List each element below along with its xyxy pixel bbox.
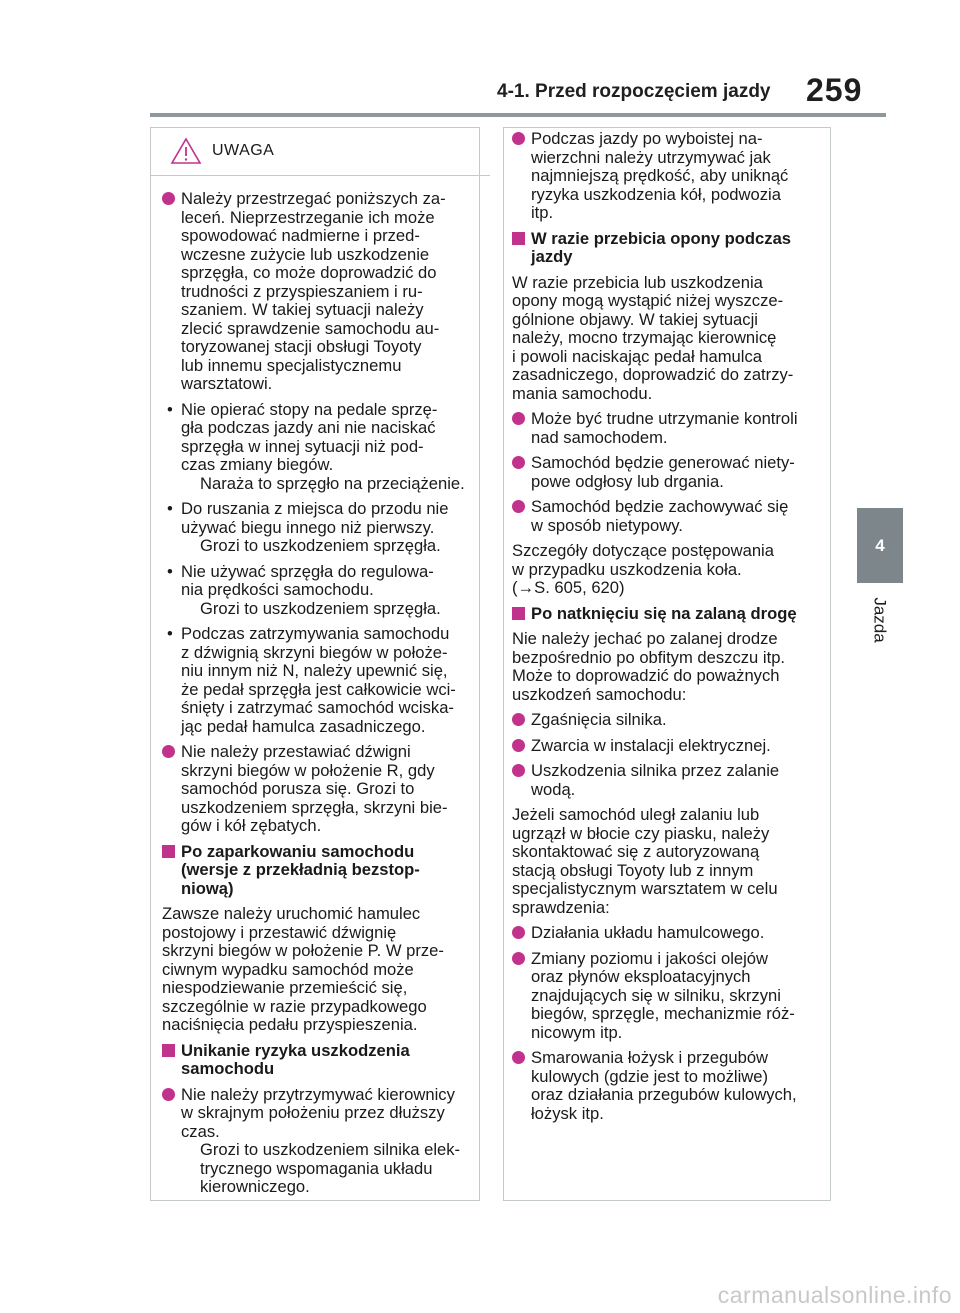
sub-bullet-icon: • (167, 399, 173, 419)
text-line: skontaktować się z autoryzowaną (512, 842, 760, 861)
square-bullet-icon (512, 232, 525, 245)
bullet-dot-icon (512, 739, 525, 752)
bullet-item (512, 410, 828, 447)
text-line: śnięty i zatrzymać samochód wciska- (181, 698, 454, 717)
text-line: Samochód będzie zachowywać się (531, 497, 789, 516)
text-line: jąc pedał hamulca zasadniczego. (181, 716, 426, 736)
bullet-item (162, 190, 478, 394)
text-line: oraz działania przegubów kulowych, (531, 1085, 797, 1104)
chapter-label-text: Jazda (871, 597, 890, 643)
text-line: skrzyni biegów w położenie P. W prze- (162, 941, 444, 960)
text-line: niespodziewanie przemieścić się, (162, 978, 408, 997)
text-line: wczesne zużycie lub uszkodzenie (181, 244, 430, 264)
text-line: kulowych (gdzie jest to możliwe) (531, 1066, 769, 1086)
sub-bullet-icon: • (167, 499, 173, 518)
text-line: że pedał sprzęgła jest całkowicie wci- (181, 679, 456, 699)
text-line: postojowy i przestawić dźwignię (162, 922, 397, 942)
chapter-number: 4 (875, 535, 885, 555)
text-line: nad samochodem. (531, 427, 668, 447)
bullet-dot-icon (512, 713, 525, 726)
text-line: kierowniczego. (200, 1177, 310, 1196)
section-title: 4-1. Przed rozpoczęciem jazdy (497, 81, 771, 102)
text-line: ugrzązł w błocie czy piasku, należy (512, 823, 770, 843)
text-line: Uszkodzenia silnika przez zalanie (531, 761, 780, 780)
text-line: gólnione objawy. W takiej sytuacji (512, 309, 758, 329)
flood-check-paragraph (512, 806, 828, 917)
text-line: należy, mocno trzymając kierownicę (512, 328, 777, 347)
bullet-item (512, 924, 828, 943)
text-line: sprzęgła, co może doprowadzić do (181, 263, 437, 282)
header-rule (150, 113, 886, 117)
warning-triangle-icon (170, 137, 202, 165)
bullet-dot-icon (162, 1088, 175, 1101)
text-line: naciśnięcia pedału przyspieszenia. (162, 1015, 418, 1034)
square-bullet-icon (162, 845, 175, 858)
bullet-item (512, 737, 828, 756)
text-line: Jeżeli samochód uległ zalaniu lub (512, 805, 760, 824)
text-line: używać biegu innego niż pierwszy. (181, 517, 435, 537)
text-line: toryzowanej stacji obsługi Toyoty (181, 337, 422, 356)
text-line: szaniem. W takiej sytuacji należy (181, 300, 424, 319)
text-line: uszkodzeń samochodu: (512, 684, 687, 704)
text-line: (wersje z przekładnią bezstop- (181, 860, 420, 879)
text-line: oraz płynów eksploatacyjnych (531, 967, 751, 986)
text-line: zlecić sprawdzenie samochodu au- (181, 318, 440, 338)
bullet-dot-icon (512, 952, 525, 965)
text-line: Grozi to uszkodzeniem silnika elek- (200, 1140, 461, 1159)
parking-paragraph (162, 905, 478, 1035)
text-line: Podczas jazdy po wyboistej na- (531, 129, 763, 148)
text-line: Naraża to sprzęgło na przeciążenie. (200, 473, 465, 493)
text-line: gów i kół zębatych. (181, 816, 322, 835)
text-line: czas zmiany biegów. (181, 455, 334, 474)
text-line: Może to doprowadzić do poważnych (512, 666, 780, 685)
sub-bullet-icon: • (167, 624, 173, 643)
text-line: w skrajnym położeniu przez dłuższy (181, 1103, 445, 1122)
text-line: sprzęgła w innej sytuacji niż pod- (181, 436, 424, 456)
text-line: Grozi to uszkodzeniem sprzęgła. (200, 536, 441, 555)
text-line: biegów, sprzęgle, mechanizmie róż- (531, 1004, 795, 1023)
text-line: nicowym itp. (531, 1022, 623, 1042)
sub-bullet-icon: • (167, 561, 173, 581)
text-line: bezpośrednio po obfitym deszczu itp. (512, 647, 786, 667)
text-line: i powoli naciskając pedał hamulca (512, 346, 762, 366)
text-line: spowodować nadmierne i przed- (181, 226, 420, 245)
text-line: Grozi to uszkodzeniem sprzęgła. (200, 598, 441, 618)
text-line: znajdujących się w silniku, skrzyni (531, 985, 781, 1005)
bullet-item (512, 950, 828, 1043)
subheading-flood (512, 605, 828, 624)
text-line: Po natknięciu się na zalaną drogę (531, 603, 797, 623)
text-line: lub innemu specjalistycznemu (181, 355, 402, 375)
caution-header (170, 138, 478, 164)
text-line: Działania układu hamulcowego. (531, 923, 765, 942)
text-line: Podczas zatrzymywania samochodu (181, 624, 450, 643)
bullet-item (512, 762, 828, 799)
sub-item (162, 625, 478, 736)
text-line: leceń. Nieprzestrzeganie ich może (181, 207, 435, 227)
text-line: Smarowania łożysk i przegubów (531, 1048, 769, 1067)
bullet-item (512, 498, 828, 535)
text-line: najmniejszą prędkość, aby uniknąć (531, 166, 789, 185)
text-line: Nie należy przestawiać dźwigni (181, 742, 411, 761)
text-line: Nie należy jechać po zalanej drodze (512, 629, 778, 648)
text-line: Unikanie ryzyka uszkodzenia (181, 1040, 410, 1060)
text-line: W razie przebicia lub uszkodzenia (512, 272, 763, 292)
bullet-item (512, 130, 828, 223)
text-line: jazdy (531, 247, 573, 266)
text-line: gła podczas jazdy ani nie naciskać (181, 418, 436, 437)
subheading-parking (162, 843, 478, 899)
text-line: łożysk itp. (531, 1103, 604, 1123)
text-line: niową) (181, 878, 234, 898)
left-column (162, 138, 478, 1204)
text-line: Zmiany poziomu i jakości olejów (531, 948, 769, 968)
text-line: warsztatowi. (181, 374, 273, 393)
flood-paragraph (512, 630, 828, 704)
text-line: szczególnie w razie przypadkowego (162, 996, 427, 1016)
tire-details-paragraph (512, 542, 828, 598)
text-line: w sposób nietypowy. (531, 515, 683, 535)
subheading-tire (512, 230, 828, 267)
text-line: z dźwignią skrzyni biegów w położe- (181, 642, 448, 662)
text-line: opony mogą wystąpić niżej wyszcze- (512, 291, 784, 310)
text-line: Zgaśnięcia silnika. (531, 710, 667, 729)
text-line: Nie należy przytrzymywać kierownicy (181, 1084, 455, 1104)
text-line: Zwarcia w instalacji elektrycznej. (531, 735, 771, 755)
sub-item (162, 563, 478, 619)
sub-item (162, 500, 478, 556)
text-line: samochód porusza się. Grozi to (181, 779, 415, 798)
bullet-dot-icon (512, 456, 525, 469)
caution-divider (150, 175, 490, 176)
text-line: niu innym niż N, należy upewnić się, (181, 661, 448, 680)
text-line: nia prędkości samochodu. (181, 580, 374, 599)
right-column (512, 130, 828, 1130)
text-line: Nie używać sprzęgła do regulowa- (181, 561, 434, 581)
square-bullet-icon (512, 607, 525, 620)
bullet-dot-icon (512, 412, 525, 425)
sub-item (162, 401, 478, 494)
text-line: wierzchni należy utrzymywać jak (531, 147, 771, 167)
text-line: specjalistycznym warsztatem w celu (512, 879, 778, 898)
bullet-dot-icon (512, 500, 525, 513)
caution-title: UWAGA (212, 141, 275, 159)
bullet-item (162, 1086, 478, 1197)
bullet-item (512, 454, 828, 491)
text-line: Do ruszania z miejsca do przodu nie (181, 499, 449, 518)
bullet-item (512, 711, 828, 730)
square-bullet-icon (162, 1044, 175, 1057)
tire-paragraph (512, 274, 828, 404)
text-line: Po zaparkowaniu samochodu (181, 841, 415, 861)
bullet-item (512, 1049, 828, 1123)
text-line: Może być trudne utrzymanie kontroli (531, 409, 798, 428)
text-line: mania samochodu. (512, 383, 653, 403)
text-line: uszkodzeniem sprzęgła, skrzyni bie- (181, 797, 448, 817)
text-line: ryzyka uszkodzenia kół, podwozia (531, 184, 781, 204)
text-line: wodą. (531, 779, 576, 799)
text-line: Samochód będzie generować niety- (531, 453, 795, 472)
text-line: powe odgłosy lub drgania. (531, 471, 724, 491)
bullet-dot-icon (512, 1051, 525, 1064)
chapter-tab[interactable] (857, 508, 903, 583)
text-line: Szczegóły dotyczące postępowania (512, 541, 774, 560)
subheading-damage (162, 1042, 478, 1079)
chapter-label (858, 590, 902, 650)
bullet-dot-icon (512, 764, 525, 777)
page-number: 259 (806, 72, 863, 108)
text-line: samochodu (181, 1059, 275, 1078)
text-line: stacją obsługi Toyoty lub z innym (512, 860, 754, 880)
text-line: trycznego wspomagania układu (200, 1158, 433, 1178)
text-line: ciwnym wypadku samochód może (162, 959, 414, 979)
text-line: (→S. 605, 620) (512, 578, 625, 597)
bullet-dot-icon (162, 745, 175, 758)
text-line: sprawdzenia: (512, 897, 610, 917)
text-line: Nie opierać stopy na pedale sprzę- (181, 399, 438, 419)
text-line: trudności z przyspieszaniem i ru- (181, 281, 423, 301)
text-line: czas. (181, 1121, 220, 1141)
bullet-dot-icon (162, 192, 175, 205)
text-line: W razie przebicia opony podczas (531, 228, 792, 248)
text-line: zasadniczego, doprowadzić do zatrzy- (512, 365, 794, 384)
text-line: skrzyni biegów w położenie R, gdy (181, 760, 435, 780)
watermark: carmanualsonline.info (717, 1282, 952, 1308)
bullet-dot-icon (512, 926, 525, 939)
bullet-dot-icon (512, 132, 525, 145)
bullet-item (162, 743, 478, 836)
text-line: Należy przestrzegać poniższych za- (181, 189, 446, 208)
text-line: Zawsze należy uruchomić hamulec (162, 904, 421, 923)
text-line: itp. (531, 203, 554, 222)
text-line: w przypadku uszkodzenia koła. (512, 559, 742, 579)
